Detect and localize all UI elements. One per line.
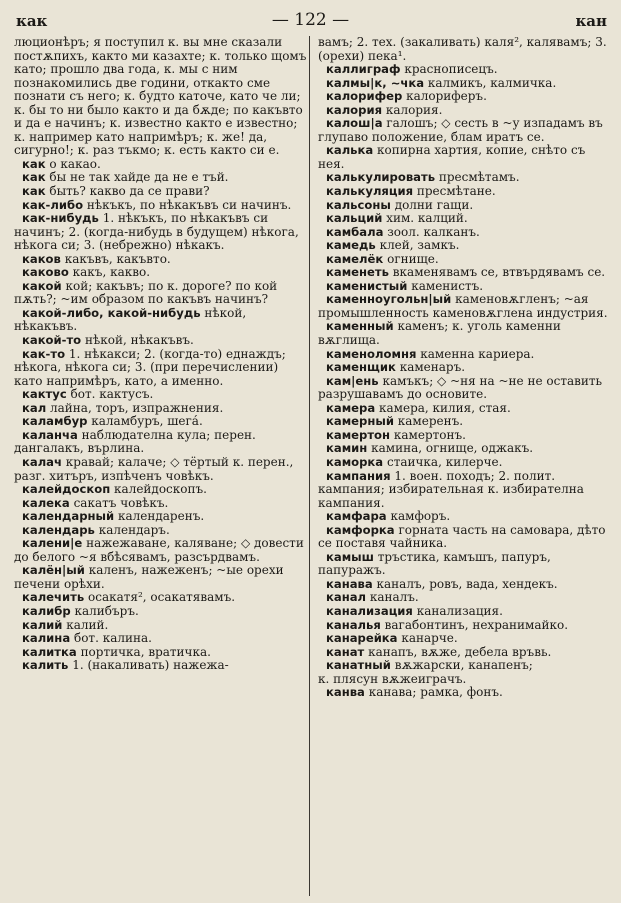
- dictionary-entry: [14, 497, 308, 511]
- dictionary-entry: [318, 348, 610, 362]
- dictionary-entry: [318, 199, 610, 213]
- entry-definition: 1. нѣкъкъ, по нѣкакъвъ си начинъ; 2. (когда-нибудь в будущем) нѣкога, нѣкога си; 3. (небрежно) нѣкакъ.: [14, 211, 299, 253]
- entry-definition: о какао.: [49, 156, 101, 171]
- dictionary-entry: [318, 266, 610, 280]
- entry-headword: какой-то: [22, 333, 82, 348]
- dictionary-entry: [14, 564, 308, 591]
- dictionary-entry: [14, 605, 308, 619]
- left-column: [14, 36, 308, 673]
- entry-headword: калмы|к, ~чка: [326, 75, 425, 90]
- entry-headword: калорифер: [326, 89, 403, 104]
- dictionary-entry: [14, 199, 308, 213]
- entry-headword: как: [22, 170, 46, 185]
- entry-definition: быть? какво да се прави?: [49, 184, 210, 199]
- entry-headword: калека: [22, 495, 70, 510]
- dictionary-entry: [14, 266, 308, 280]
- entry-headword: канал: [326, 590, 367, 605]
- dictionary-entry: [318, 591, 610, 605]
- entry-headword: каково: [22, 265, 69, 280]
- dictionary-entry: [318, 456, 610, 470]
- dictionary-entry: [14, 524, 308, 538]
- entry-headword: каменистый: [326, 278, 408, 293]
- entry-headword: календарь: [22, 522, 95, 537]
- dictionary-entry: [14, 158, 308, 172]
- entry-headword: канатный: [326, 658, 391, 673]
- dictionary-entry: [318, 36, 610, 63]
- dictionary-entry: [318, 144, 610, 171]
- entry-headword: камфорка: [326, 522, 395, 537]
- dictionary-entry: [14, 632, 308, 646]
- dictionary-entry: [318, 63, 610, 77]
- entry-headword: кальций: [326, 211, 383, 226]
- entry-definition: календаръ.: [98, 522, 170, 537]
- entry-headword: каменный: [326, 319, 394, 334]
- entry-headword: калитка: [22, 644, 77, 659]
- page-number: — 122 —: [271, 10, 350, 30]
- entry-definition: канапъ, вѫже, дебела връвь.: [368, 644, 552, 659]
- entry-headword: камерный: [326, 414, 394, 429]
- entry-definition: нажежаване, каляване; ◇ довести до белого ~я вбѣсявамъ, разсърдвамъ.: [14, 536, 304, 564]
- entry-headword: канарейка: [326, 631, 398, 646]
- entry-definition: 1. воен. походъ; 2. полит. кампания; избирательная к. избирателна кампания.: [318, 468, 584, 510]
- entry-headword: каменоломня: [326, 346, 417, 361]
- entry-definition: галошъ; ◇ сесть в ~у изпадамъ въ глупаво положение, блам иратъ се.: [318, 116, 603, 144]
- entry-headword: каналья: [326, 617, 381, 632]
- entry-definition: камертонъ.: [393, 427, 466, 442]
- dictionary-entry: [318, 510, 610, 524]
- entry-headword: какой-либо, какой-нибудь: [22, 305, 201, 320]
- page-header: [0, 8, 621, 34]
- entry-headword: калить: [22, 658, 69, 673]
- dictionary-entry: [14, 307, 308, 334]
- entry-definition: кравай; калаче; ◇ тёртый к. перен., разг. хитъръ, изпѣченъ човѣкъ.: [14, 454, 294, 483]
- dictionary-entry: [14, 646, 308, 660]
- entry-headword: какой: [22, 278, 62, 293]
- dictionary-entry: [318, 551, 610, 578]
- entry-definition: календаренъ.: [118, 509, 205, 524]
- dictionary-entry: [318, 646, 610, 660]
- entry-definition: калибъръ.: [74, 603, 139, 618]
- entry-definition: камфоръ.: [390, 509, 451, 524]
- entry-definition: каналъ.: [369, 590, 419, 605]
- dictionary-entry: [14, 537, 308, 564]
- entry-definition: камеренъ.: [397, 414, 464, 429]
- dictionary-entry: [318, 429, 610, 443]
- entry-definition: вамъ; 2. тех. (закаливать) каля², калявамъ; 3. (орехи) пека¹.: [318, 35, 607, 63]
- dictionary-entry: [318, 524, 610, 551]
- entry-definition: кой; какъвъ; по к. дороге? по кой пѫть?; ~им образом по какъвъ начинъ?: [14, 278, 278, 307]
- dictionary-entry: [14, 591, 308, 605]
- entry-definition: стаичка, килерче.: [386, 454, 503, 469]
- dictionary-entry: [14, 659, 308, 673]
- entry-headword: каламбур: [22, 414, 88, 429]
- entry-headword: каменноугольн|ый: [326, 292, 452, 307]
- dictionary-entry: [318, 673, 610, 687]
- dictionary-entry: [318, 470, 610, 511]
- entry-headword: камера: [326, 400, 376, 415]
- dictionary-entry: [14, 348, 308, 389]
- entry-definition: клей, замкъ.: [379, 238, 460, 253]
- entry-definition: бы не так хайде да не е тъй.: [49, 170, 229, 185]
- entry-headword: каланча: [22, 427, 78, 442]
- dictionary-entry: [318, 632, 610, 646]
- dictionary-entry: [318, 619, 610, 633]
- entry-headword: калени|е: [22, 536, 83, 551]
- entry-definition: каменъ; к. уголь каменни вѫглища.: [318, 319, 561, 348]
- dictionary-entry: [318, 77, 610, 91]
- entry-definition: каленъ, нажеженъ; ~ые орехи печени орѣхи.: [14, 563, 284, 591]
- dictionary-entry: [318, 253, 610, 267]
- dictionary-entry: [14, 185, 308, 199]
- dictionary-entry: [318, 239, 610, 253]
- dictionary-entry: [14, 334, 308, 348]
- entry-definition: краснописецъ.: [404, 62, 498, 77]
- entry-headword: калька: [326, 143, 374, 158]
- dictionary-entry: [318, 578, 610, 592]
- entry-definition: калмикъ, калмичка.: [427, 75, 557, 90]
- entry-definition: каламбуръ, шегá.: [91, 414, 203, 429]
- dictionary-entry: [14, 212, 308, 253]
- dictionary-entry: [14, 456, 308, 483]
- entry-headword: камин: [326, 441, 368, 456]
- entry-headword: камбала: [326, 224, 384, 239]
- entry-definition: камъкъ; ◇ ~ня на ~не не оставить разрушавамъ до основите.: [318, 373, 603, 402]
- entry-headword: калейдоскоп: [22, 482, 111, 497]
- entry-headword: калина: [22, 631, 71, 646]
- entry-headword: калош|а: [326, 116, 383, 131]
- entry-headword: как-нибудь: [22, 211, 99, 226]
- dictionary-entry: [318, 212, 610, 226]
- entry-definition: канарче.: [401, 631, 458, 646]
- dictionary-entry: [318, 280, 610, 294]
- entry-definition: калория.: [385, 102, 443, 117]
- dictionary-entry: [14, 36, 308, 158]
- entry-definition: какъвъ, какъвто.: [64, 251, 171, 266]
- entry-headword: калён|ый: [22, 563, 85, 578]
- entry-definition: к. плясун вѫжеиграчъ.: [318, 671, 467, 686]
- dictionary-entry: [14, 619, 308, 633]
- entry-definition: каналъ, ровъ, вада, хендекъ.: [376, 576, 558, 591]
- entry-definition: пресмѣтамъ.: [438, 170, 520, 185]
- entry-definition: бот. кактусъ.: [70, 387, 154, 402]
- dictionary-entry: [14, 388, 308, 402]
- entry-headword: календарный: [22, 509, 115, 524]
- entry-headword: каморка: [326, 454, 384, 469]
- entry-headword: каменщик: [326, 360, 396, 375]
- dictionary-entry: [14, 253, 308, 267]
- entry-definition: наблюдателна кула; перен. дангалакъ, върлина.: [14, 427, 256, 456]
- dictionary-entry: [318, 442, 610, 456]
- dictionary-entry: [318, 402, 610, 416]
- dictionary-entry: [14, 483, 308, 497]
- entry-definition: камина, огнище, оджакъ.: [371, 441, 534, 456]
- entry-headword: камедь: [326, 238, 376, 253]
- entry-definition: канава; рамка, фонъ.: [368, 685, 503, 700]
- entry-headword: кальсоны: [326, 197, 391, 212]
- entry-headword: канат: [326, 644, 365, 659]
- entry-definition: вагабонтинъ, нехранимайко.: [384, 617, 569, 632]
- entry-headword: камфара: [326, 509, 387, 524]
- entry-definition: вѫжарски, канапенъ;: [394, 658, 533, 673]
- dictionary-entry: [318, 605, 610, 619]
- entry-definition: копирна хартия, копие, снѣто съ нея.: [318, 143, 586, 171]
- entry-headword: кампания: [326, 468, 391, 483]
- entry-definition: портичка, вратичка.: [80, 644, 211, 659]
- entry-definition: 1. (накаливать) нажежа-: [72, 658, 229, 673]
- entry-definition: горната часть на самовара, дѣто се поставя чайника.: [318, 522, 606, 551]
- entry-definition: камера, килия, стая.: [378, 400, 511, 415]
- dictionary-entry: [318, 185, 610, 199]
- entry-definition: сакатъ човѣкъ.: [73, 495, 169, 510]
- entry-headword: канава: [326, 576, 373, 591]
- dictionary-entry: [318, 686, 610, 700]
- entry-definition: каменистъ.: [411, 278, 484, 293]
- entry-definition: каменовѫгленъ; ~ая промышленность каменовѫглена индустрия.: [318, 292, 608, 320]
- entry-definition: калий.: [66, 617, 109, 632]
- dictionary-entry: [14, 415, 308, 429]
- dictionary-entry: [318, 293, 610, 320]
- entry-headword: кам|ень: [326, 373, 379, 388]
- entry-definition: долни гащи.: [394, 197, 474, 212]
- entry-definition: калориферъ.: [406, 89, 487, 104]
- entry-headword: камыш: [326, 549, 374, 564]
- entry-headword: каков: [22, 251, 61, 266]
- entry-definition: зоол. калканъ.: [387, 224, 480, 239]
- dictionary-entry: [14, 402, 308, 416]
- entry-headword: калибр: [22, 603, 71, 618]
- dictionary-entry: [318, 659, 610, 673]
- dictionary-entry: [318, 375, 610, 402]
- dictionary-entry: [14, 510, 308, 524]
- column-divider: [309, 36, 310, 896]
- entry-headword: калий: [22, 617, 63, 632]
- dictionary-entry: [318, 226, 610, 240]
- entry-definition: лайна, торъ, изпражнения.: [50, 400, 224, 415]
- entry-headword: камертон: [326, 427, 391, 442]
- entry-headword: кактус: [22, 387, 67, 402]
- dictionary-entry: [14, 429, 308, 456]
- dictionary-entry: [14, 171, 308, 185]
- entry-definition: канализация.: [416, 603, 503, 618]
- entry-definition: каменна кариера.: [420, 346, 535, 361]
- entry-definition: осакатя², осакатявамъ.: [88, 590, 236, 605]
- entry-definition: огнище.: [387, 251, 439, 266]
- dictionary-entry: [318, 104, 610, 118]
- entry-headword: камелёк: [326, 251, 384, 266]
- entry-headword: калькуляция: [326, 184, 414, 199]
- dictionary-entry: [318, 361, 610, 375]
- entry-definition: люционѣръ; я поступил к. вы мне сказали постѫпихъ, както ми казахте; к. только щомъ като; прошло два года, к. мы с ним познакомились две години, откакто сме познати съ него; к. будто каточе, като че ли; к. бы то ни было както и да бѫде; по какъвто и да е начинъ; к. известно както е известно; к. например като напримѣръ; к. же! да, сигурно!; к. раз тъкмо; к. есть както си е.: [14, 35, 307, 158]
- dictionary-entry: [318, 117, 610, 144]
- entry-definition: нѣкой, нѣкакъвъ.: [14, 305, 247, 334]
- entry-headword: каллиграф: [326, 62, 401, 77]
- entry-definition: пресмѣтане.: [416, 184, 496, 199]
- entry-definition: нѣкой, нѣкакъвъ.: [84, 333, 194, 348]
- entry-headword: калькулировать: [326, 170, 436, 185]
- entry-headword: канализация: [326, 603, 413, 618]
- dictionary-entry: [318, 90, 610, 104]
- entry-headword: каменеть: [326, 265, 389, 280]
- entry-headword: канва: [326, 685, 365, 700]
- entry-definition: тръстика, камъшъ, папуръ, папуражъ.: [318, 549, 551, 578]
- entry-headword: калечить: [22, 590, 85, 605]
- dictionary-entry: [318, 171, 610, 185]
- entry-headword: как-либо: [22, 197, 84, 212]
- dictionary-entry: [14, 280, 308, 307]
- entry-headword: как: [22, 156, 46, 171]
- entry-headword: калач: [22, 454, 62, 469]
- entry-definition: хим. калций.: [386, 211, 468, 226]
- guide-word-left: как: [16, 12, 48, 30]
- entry-headword: кал: [22, 400, 47, 415]
- dictionary-entry: [318, 415, 610, 429]
- entry-definition: бот. калина.: [73, 631, 152, 646]
- entry-headword: калория: [326, 102, 383, 117]
- entry-headword: как-то: [22, 346, 66, 361]
- entry-definition: нѣкъкъ, по нѣкакъвъ си начинъ.: [86, 197, 292, 212]
- entry-definition: вкаменявамъ се, втвърдявамъ се.: [392, 265, 606, 280]
- entry-definition: каменаръ.: [399, 360, 466, 375]
- entry-definition: 1. нѣкакси; 2. (когда-то) еднаждъ; нѣкога, нѣкога си; 3. (при перечислении) като напримѣръ, като, а именно.: [14, 346, 286, 388]
- entry-definition: калейдоскопъ.: [114, 482, 207, 497]
- guide-word-right: кан: [575, 12, 607, 30]
- entry-headword: как: [22, 184, 46, 199]
- dictionary-entry: [318, 320, 610, 347]
- entry-definition: какъ, какво.: [72, 265, 151, 280]
- right-column: [318, 36, 610, 700]
